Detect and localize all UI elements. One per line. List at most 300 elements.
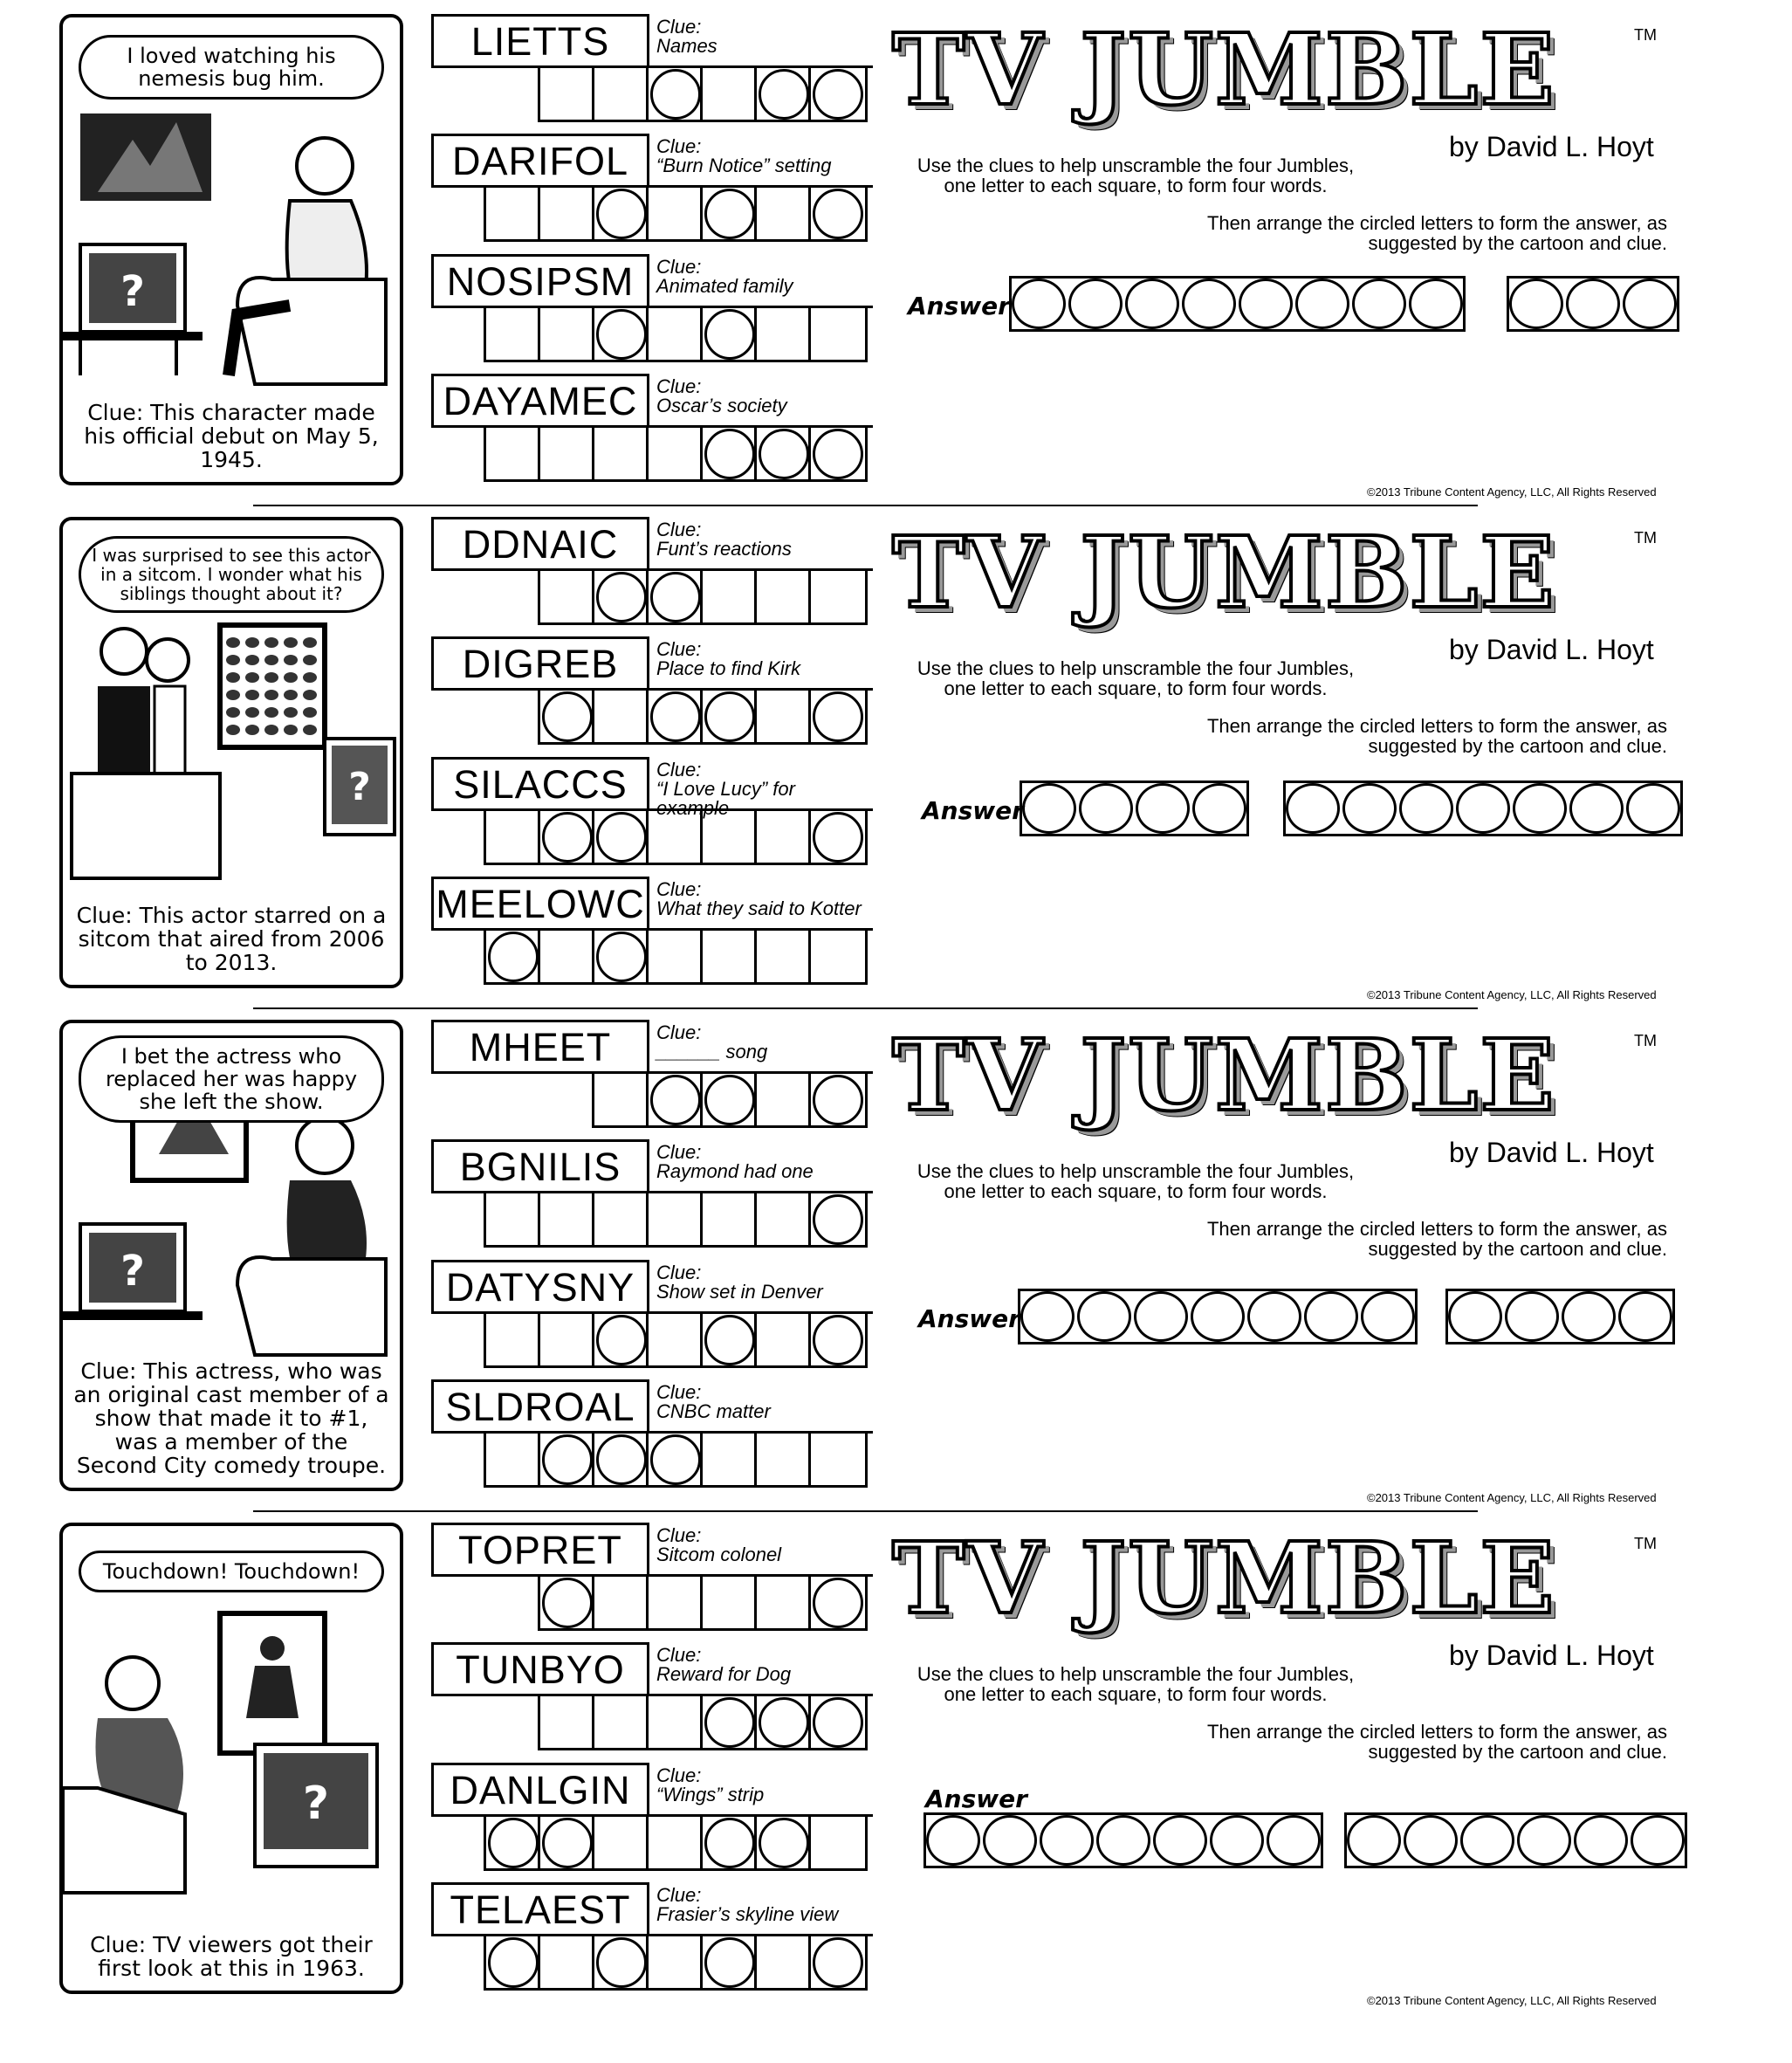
clue-text: CNBC matter — [656, 1400, 771, 1422]
circled-letter-square[interactable] — [703, 1817, 757, 1868]
letter-square[interactable] — [594, 691, 649, 742]
answer-circle[interactable] — [1192, 783, 1246, 834]
letter-square[interactable] — [757, 691, 811, 742]
answer-circle[interactable] — [1125, 279, 1179, 329]
letter-square[interactable] — [757, 1074, 811, 1125]
letter-square[interactable] — [757, 1314, 811, 1365]
puzzle-divider — [253, 1510, 1478, 1512]
jumble-word — [431, 757, 873, 865]
scrambled-letters: MHEET — [431, 1020, 649, 1074]
circled-letter-square[interactable] — [757, 1817, 811, 1868]
answer-squares — [484, 811, 868, 865]
answer-circle-group — [1020, 781, 1249, 836]
clue-label: Clue: — [656, 759, 702, 781]
letter-square[interactable] — [757, 188, 811, 239]
clue-text: Animated family — [656, 275, 793, 297]
clue-text: Place to find Kirk — [656, 657, 801, 679]
answer-circle[interactable] — [1631, 1815, 1685, 1866]
answer-circle-group — [1018, 1289, 1418, 1344]
letter-square[interactable] — [486, 811, 540, 863]
clue-label: Clue: — [656, 256, 702, 278]
answer-circle-group — [1507, 276, 1679, 332]
svg-text:?: ? — [348, 765, 371, 809]
circled-letter-square[interactable] — [703, 691, 757, 742]
answer-circle[interactable] — [1509, 279, 1563, 329]
letter-square[interactable] — [757, 1577, 811, 1628]
letter-square[interactable] — [594, 1577, 649, 1628]
cartoon-panel — [59, 517, 403, 988]
circled-letter-square[interactable] — [703, 1936, 757, 1988]
instructions-part-1: Use the clues to help unscramble the four Jumbles, one letter to each square, to form four words. — [917, 1663, 1355, 1705]
answer-label: Answer — [908, 292, 1010, 320]
circled-letter-square[interactable] — [811, 428, 865, 479]
word-clue — [649, 1379, 873, 1434]
circled-letter-square[interactable] — [703, 1696, 757, 1748]
circled-letter-square[interactable] — [540, 811, 594, 863]
answer-squares — [484, 1817, 868, 1871]
scrambled-letters: TELAEST — [431, 1882, 649, 1936]
jumble-puzzle — [0, 517, 1792, 1020]
circled-letter-square[interactable] — [757, 428, 811, 479]
cartoon-clue: Clue: TV viewers got their first look at this in 1963. — [90, 1932, 373, 1981]
letter-square[interactable] — [757, 308, 811, 360]
answer-squares — [484, 308, 868, 362]
answer-circle[interactable] — [1456, 783, 1510, 834]
letter-square[interactable] — [811, 1817, 865, 1868]
instructions-part-2: Then arrange the circled letters to form the answer, as suggested by the cartoon and clue. — [1206, 715, 1667, 757]
letter-square[interactable] — [594, 428, 649, 479]
jumble-word — [431, 1523, 873, 1631]
scrambled-letters: TOPRET — [431, 1523, 649, 1577]
answer-squares — [484, 1434, 868, 1488]
answer-circle[interactable] — [1239, 279, 1293, 329]
circled-letter-square[interactable] — [649, 1434, 703, 1485]
copyright-notice: ©2013 Tribune Content Agency, LLC, All Rights Reserved — [1367, 1491, 1657, 1504]
answer-circle[interactable] — [1136, 783, 1190, 834]
copyright-notice: ©2013 Tribune Content Agency, LLC, All Rights Reserved — [1367, 1994, 1657, 2007]
letter-square[interactable] — [649, 931, 703, 982]
clue-label: Clue: — [656, 1381, 702, 1403]
letter-square[interactable] — [540, 68, 594, 120]
word-clue — [649, 1523, 873, 1577]
answer-circle[interactable] — [1040, 1815, 1094, 1866]
answer-circle[interactable] — [1012, 279, 1066, 329]
answer-circle[interactable] — [1574, 1815, 1628, 1866]
answer-label: Answer — [925, 1784, 1027, 1813]
circled-letter-square[interactable] — [486, 931, 540, 982]
word-clue — [649, 1882, 873, 1936]
circled-letter-square[interactable] — [811, 1314, 865, 1365]
clue-label: Clue: — [656, 16, 702, 38]
word-clue — [649, 757, 873, 819]
circled-letter-square[interactable] — [486, 1817, 540, 1868]
jumble-word — [431, 877, 873, 985]
jumble-word — [431, 1260, 873, 1368]
letter-square[interactable] — [594, 68, 649, 120]
jumble-word — [431, 1020, 873, 1128]
answer-circle[interactable] — [1623, 279, 1677, 329]
answer-squares — [538, 691, 868, 745]
jumble-word — [431, 14, 873, 122]
answer-circle[interactable] — [1247, 1291, 1301, 1342]
word-clue — [649, 517, 873, 571]
circled-letter-square[interactable] — [649, 691, 703, 742]
circled-letter-square[interactable] — [540, 1577, 594, 1628]
copyright-notice: ©2013 Tribune Content Agency, LLC, All Rights Reserved — [1367, 485, 1657, 499]
word-clue — [649, 1020, 873, 1074]
scrambled-letters: SLDROAL — [431, 1379, 649, 1434]
letter-square[interactable] — [649, 1817, 703, 1868]
cartoon-panel — [59, 1523, 403, 1994]
letter-square[interactable] — [757, 1936, 811, 1988]
word-clue — [649, 1260, 873, 1314]
clue-text: Raymond had one — [656, 1160, 814, 1182]
letter-square[interactable] — [540, 1936, 594, 1988]
answer-circle[interactable] — [1409, 279, 1463, 329]
author-byline: by David L. Hoyt — [1449, 131, 1654, 162]
clue-text: “Wings” strip — [656, 1784, 765, 1805]
answer-squares — [484, 931, 868, 985]
speech-bubble: I loved watching his nemesis bug him. — [79, 35, 384, 100]
letter-square[interactable] — [649, 188, 703, 239]
answer-circle[interactable] — [1404, 1815, 1458, 1866]
answer-circle[interactable] — [1352, 279, 1406, 329]
circled-letter-square[interactable] — [811, 811, 865, 863]
letter-square[interactable] — [540, 931, 594, 982]
instructions-part-2: Then arrange the circled letters to form the answer, as suggested by the cartoon and clue. — [1206, 1721, 1667, 1763]
puzzle-title: TV JUMBLE — [892, 1522, 1556, 1636]
letter-square[interactable] — [649, 1314, 703, 1365]
circled-letter-square[interactable] — [594, 931, 649, 982]
letter-square[interactable] — [649, 1577, 703, 1628]
clue-label: Clue: — [656, 878, 702, 900]
answer-squares — [484, 188, 868, 242]
word-clue — [649, 1139, 873, 1193]
letter-square[interactable] — [703, 931, 757, 982]
clue-text: What they said to Kotter — [656, 897, 862, 919]
letter-square[interactable] — [703, 811, 757, 863]
clue-label: Clue: — [656, 1884, 702, 1906]
clue-text: Oscar’s society — [656, 395, 787, 416]
letter-square[interactable] — [540, 1193, 594, 1245]
cartoon-clue: Clue: This actor starred on a sitcom that aired from 2006 to 2013. — [76, 903, 387, 975]
circled-letter-square[interactable] — [703, 1074, 757, 1125]
letter-square[interactable] — [757, 571, 811, 622]
trademark-mark: TM — [1634, 26, 1657, 44]
author-byline: by David L. Hoyt — [1449, 634, 1654, 665]
puzzle-title: TV JUMBLE — [892, 516, 1556, 630]
puzzle-divider — [253, 1007, 1478, 1009]
letter-square[interactable] — [703, 1577, 757, 1628]
answer-circle[interactable] — [1286, 783, 1340, 834]
circled-letter-square[interactable] — [594, 1314, 649, 1365]
circled-letter-square[interactable] — [703, 188, 757, 239]
letter-square[interactable] — [540, 571, 594, 622]
answer-circle[interactable] — [1618, 1291, 1672, 1342]
circled-letter-square[interactable] — [594, 1936, 649, 1988]
answer-circle[interactable] — [1022, 783, 1076, 834]
scrambled-letters: LIETTS — [431, 14, 649, 68]
word-clue — [649, 877, 873, 931]
answer-circle-group — [1283, 781, 1683, 836]
circled-letter-square[interactable] — [594, 571, 649, 622]
clue-text: Names — [656, 35, 717, 57]
instructions-part-2: Then arrange the circled letters to form the answer, as suggested by the cartoon and clue. — [1206, 212, 1667, 254]
letter-square[interactable] — [649, 308, 703, 360]
answer-circle-group — [1009, 276, 1466, 332]
circled-letter-square[interactable] — [811, 188, 865, 239]
circled-letter-square[interactable] — [594, 308, 649, 360]
circled-letter-square[interactable] — [703, 308, 757, 360]
circled-letter-square[interactable] — [703, 428, 757, 479]
letter-square[interactable] — [486, 1314, 540, 1365]
scrambled-letters: SILACCS — [431, 757, 649, 811]
word-clue — [649, 254, 873, 308]
author-byline: by David L. Hoyt — [1449, 1640, 1654, 1671]
answer-squares — [538, 1696, 868, 1750]
instructions-part-2: Then arrange the circled letters to form the answer, as suggested by the cartoon and clue. — [1206, 1218, 1667, 1260]
word-clue — [649, 636, 873, 691]
clue-label: Clue: — [656, 375, 702, 397]
clue-label: Clue: — [656, 1262, 702, 1283]
answer-circle[interactable] — [1562, 1291, 1616, 1342]
answer-circle[interactable] — [1347, 1815, 1401, 1866]
clue-label: Clue: — [656, 1644, 702, 1666]
clue-label: Clue: — [656, 519, 702, 540]
scrambled-letters: DARIFOL — [431, 134, 649, 188]
circled-letter-square[interactable] — [811, 1074, 865, 1125]
answer-circle[interactable] — [1460, 1815, 1514, 1866]
clue-text: Reward for Dog — [656, 1663, 792, 1685]
scrambled-letters: DIGREB — [431, 636, 649, 691]
clue-label: Clue: — [656, 1524, 702, 1546]
instructions-part-1: Use the clues to help unscramble the four Jumbles, one letter to each square, to form four words. — [917, 155, 1355, 196]
answer-circle[interactable] — [1068, 279, 1123, 329]
speech-bubble: I bet the actress who replaced her was happy she left the show. — [79, 1035, 384, 1123]
letter-square[interactable] — [594, 1696, 649, 1748]
word-clue — [649, 1763, 873, 1817]
letter-square[interactable] — [811, 571, 865, 622]
letter-square[interactable] — [486, 1193, 540, 1245]
clue-text: Sitcom colonel — [656, 1544, 782, 1565]
clue-label: Clue: — [656, 135, 702, 157]
clue-text: ______ song — [656, 1041, 768, 1062]
answer-circle[interactable] — [1020, 1291, 1075, 1342]
word-clue — [649, 1642, 873, 1696]
circled-letter-square[interactable] — [540, 1817, 594, 1868]
letter-square[interactable] — [757, 931, 811, 982]
letter-square[interactable] — [594, 1074, 649, 1125]
letter-square[interactable] — [757, 1434, 811, 1485]
letter-square[interactable] — [594, 1817, 649, 1868]
clue-label: Clue: — [656, 1764, 702, 1786]
circled-letter-square[interactable] — [811, 691, 865, 742]
clue-text: “I Love Lucy” for example — [656, 778, 795, 819]
letter-square[interactable] — [757, 1193, 811, 1245]
cartoon-art — [63, 1526, 400, 1991]
svg-text:?: ? — [302, 1778, 330, 1830]
answer-circle[interactable] — [1077, 1291, 1131, 1342]
instructions-part-1: Use the clues to help unscramble the four Jumbles, one letter to each square, to form four words. — [917, 1160, 1355, 1202]
letter-square[interactable] — [540, 428, 594, 479]
answer-circle[interactable] — [1304, 1291, 1358, 1342]
circled-letter-square[interactable] — [811, 1936, 865, 1988]
letter-square[interactable] — [540, 1696, 594, 1748]
clue-text: Funt’s reactions — [656, 538, 792, 560]
answer-squares — [592, 1074, 868, 1128]
jumble-puzzle — [0, 1523, 1792, 2025]
circled-letter-square[interactable] — [594, 188, 649, 239]
letter-square[interactable] — [540, 1314, 594, 1365]
letter-square[interactable] — [703, 68, 757, 120]
copyright-notice: ©2013 Tribune Content Agency, LLC, All Rights Reserved — [1367, 988, 1657, 1001]
clue-label: Clue: — [656, 1021, 702, 1043]
clue-text: “Burn Notice” setting — [656, 155, 832, 176]
author-byline: by David L. Hoyt — [1449, 1137, 1654, 1168]
answer-squares — [538, 68, 868, 122]
letter-square[interactable] — [540, 308, 594, 360]
jumble-word — [431, 1763, 873, 1871]
trademark-mark: TM — [1634, 1032, 1657, 1049]
answer-circle[interactable] — [1267, 1815, 1321, 1866]
scrambled-letters: DATYSNY — [431, 1260, 649, 1314]
jumble-puzzle — [0, 14, 1792, 517]
letter-square[interactable] — [486, 308, 540, 360]
word-clue — [649, 374, 873, 428]
letter-square[interactable] — [594, 1193, 649, 1245]
answer-squares — [484, 1193, 868, 1248]
jumble-word — [431, 1379, 873, 1488]
answer-label: Answer — [922, 796, 1024, 825]
letter-square[interactable] — [703, 1193, 757, 1245]
answer-squares — [484, 1936, 868, 1991]
answer-squares — [484, 428, 868, 482]
answer-circle-group — [1445, 1289, 1675, 1344]
circled-letter-square[interactable] — [757, 68, 811, 120]
letter-square[interactable] — [649, 1936, 703, 1988]
answer-circle[interactable] — [1182, 279, 1236, 329]
answer-circle[interactable] — [1626, 783, 1680, 834]
answer-squares — [538, 571, 868, 625]
circled-letter-square[interactable] — [486, 1936, 540, 1988]
circled-letter-square[interactable] — [649, 1074, 703, 1125]
jumble-word — [431, 1642, 873, 1750]
answer-circle[interactable] — [1191, 1291, 1245, 1342]
letter-square[interactable] — [486, 428, 540, 479]
circled-letter-square[interactable] — [594, 1434, 649, 1485]
letter-square[interactable] — [649, 1193, 703, 1245]
circled-letter-square[interactable] — [811, 68, 865, 120]
jumble-word — [431, 517, 873, 625]
answer-circle[interactable] — [1134, 1291, 1188, 1342]
answer-circle[interactable] — [1361, 1291, 1415, 1342]
answer-circle[interactable] — [1079, 783, 1133, 834]
letter-square[interactable] — [811, 1434, 865, 1485]
scrambled-letters: NOSIPSM — [431, 254, 649, 308]
jumble-word — [431, 374, 873, 482]
letter-square[interactable] — [486, 1434, 540, 1485]
answer-circle[interactable] — [1513, 783, 1567, 834]
answer-circle[interactable] — [926, 1815, 980, 1866]
puzzle-title: TV JUMBLE — [892, 13, 1556, 127]
circled-letter-square[interactable] — [594, 811, 649, 863]
letter-square[interactable] — [703, 1434, 757, 1485]
circled-letter-square[interactable] — [540, 691, 594, 742]
circled-letter-square[interactable] — [811, 1577, 865, 1628]
jumble-word — [431, 1139, 873, 1248]
word-clue — [649, 134, 873, 188]
circled-letter-square[interactable] — [703, 1314, 757, 1365]
answer-circle[interactable] — [1153, 1815, 1207, 1866]
cartoon-clue: Clue: This character made his official debut on May 5, 1945. — [84, 400, 379, 472]
cartoon-clue: Clue: This actress, who was an original cast member of a show that made it to #1, was a member of the Second City comedy troupe. — [73, 1358, 389, 1478]
puzzle-divider — [253, 505, 1478, 506]
answer-circle[interactable] — [983, 1815, 1037, 1866]
circled-letter-square[interactable] — [540, 1434, 594, 1485]
circled-letter-square[interactable] — [811, 1193, 865, 1245]
answer-circle[interactable] — [1210, 1815, 1264, 1866]
letter-square[interactable] — [703, 571, 757, 622]
answer-circle[interactable] — [1569, 783, 1624, 834]
jumble-word — [431, 254, 873, 362]
answer-circle[interactable] — [1342, 783, 1397, 834]
answer-label: Answer — [918, 1304, 1020, 1333]
puzzle-title: TV JUMBLE — [892, 1019, 1556, 1133]
scrambled-letters: DANLGIN — [431, 1763, 649, 1817]
scrambled-letters: DAYAMEC — [431, 374, 649, 428]
answer-circle[interactable] — [1448, 1291, 1502, 1342]
jumble-puzzle — [0, 1020, 1792, 1523]
circled-letter-square[interactable] — [811, 1696, 865, 1748]
speech-bubble: I was surprised to see this actor in a sitcom. I wonder what his siblings thought about it? — [79, 536, 384, 613]
jumble-word — [431, 636, 873, 745]
answer-circle[interactable] — [1566, 279, 1620, 329]
jumble-word — [431, 134, 873, 242]
word-clue — [649, 14, 873, 68]
clue-label: Clue: — [656, 1141, 702, 1163]
answer-circle[interactable] — [1399, 783, 1453, 834]
clue-label: Clue: — [656, 638, 702, 660]
letter-square[interactable] — [540, 188, 594, 239]
trademark-mark: TM — [1634, 1535, 1657, 1552]
cartoon-panel — [59, 14, 403, 485]
letter-square[interactable] — [811, 308, 865, 360]
scrambled-letters: MEELOWC — [431, 877, 649, 931]
answer-circle[interactable] — [1517, 1815, 1571, 1866]
scrambled-letters: BGNILIS — [431, 1139, 649, 1193]
circled-letter-square[interactable] — [649, 68, 703, 120]
svg-text:?: ? — [120, 1247, 145, 1296]
circled-letter-square[interactable] — [757, 1696, 811, 1748]
scrambled-letters: DDNAIC — [431, 517, 649, 571]
answer-circle[interactable] — [1295, 279, 1349, 329]
circled-letter-square[interactable] — [649, 571, 703, 622]
letter-square[interactable] — [649, 428, 703, 479]
instructions-part-1: Use the clues to help unscramble the four Jumbles, one letter to each square, to form four words. — [917, 657, 1355, 699]
letter-square[interactable] — [757, 811, 811, 863]
answer-circle-group — [1344, 1812, 1687, 1868]
letter-square[interactable] — [649, 811, 703, 863]
letter-square[interactable] — [811, 931, 865, 982]
cartoon-panel — [59, 1020, 403, 1491]
letter-square[interactable] — [486, 188, 540, 239]
trademark-mark: TM — [1634, 529, 1657, 547]
answer-squares — [538, 1577, 868, 1631]
answer-circle[interactable] — [1096, 1815, 1150, 1866]
letter-square[interactable] — [649, 1696, 703, 1748]
answer-circle[interactable] — [1505, 1291, 1559, 1342]
jumble-word — [431, 1882, 873, 1991]
